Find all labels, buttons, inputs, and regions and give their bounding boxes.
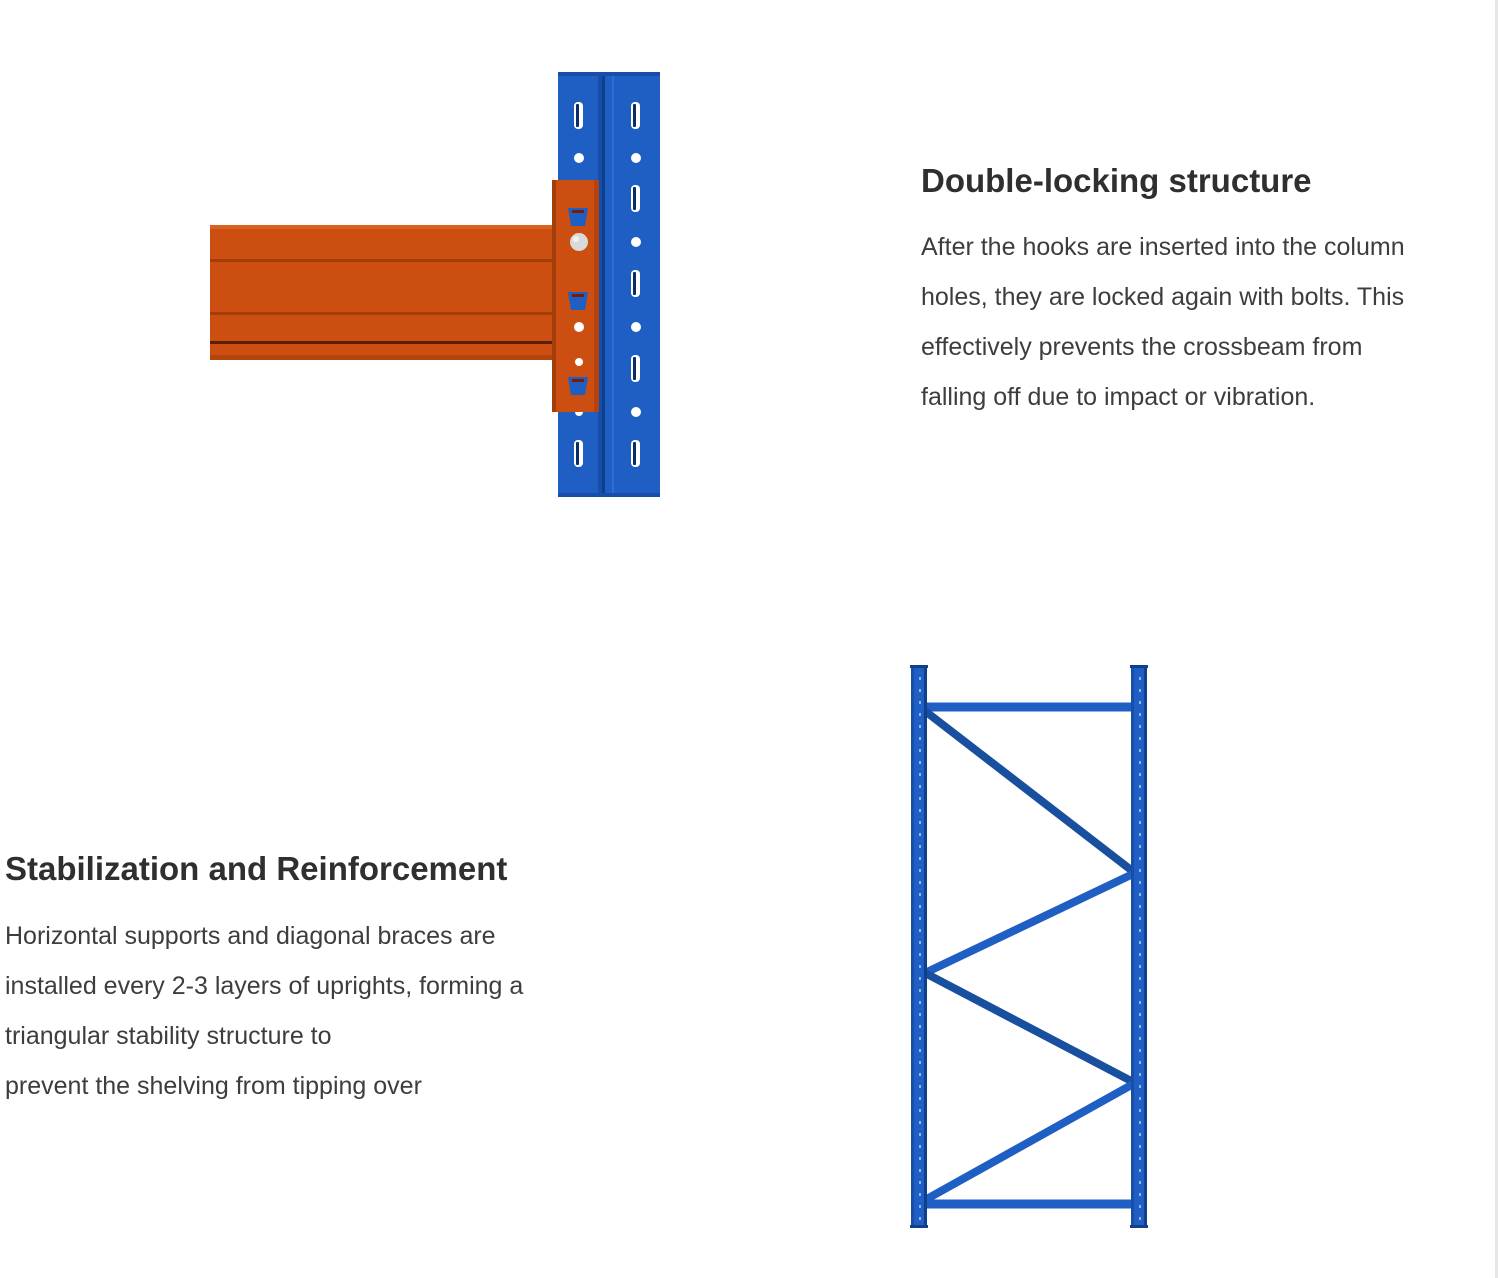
description-line: effectively prevents the crossbeam from: [921, 333, 1363, 361]
upright-hole: [919, 773, 921, 776]
upright-hole: [1139, 773, 1141, 776]
upright-hole: [919, 1109, 921, 1112]
description-line: triangular stability structure to: [5, 1022, 332, 1050]
upright-hole: [919, 953, 921, 956]
upright-hole: [1139, 893, 1141, 896]
upright-hole: [919, 1085, 921, 1088]
upright-hole: [1139, 1085, 1141, 1088]
upright-hole: [1139, 1001, 1141, 1004]
upright-hole: [919, 1181, 921, 1184]
upright-hole: [1139, 1049, 1141, 1052]
upright-hole: [1139, 713, 1141, 716]
upright-hole: [919, 713, 921, 716]
upright-hole: [919, 869, 921, 872]
upright-hole: [919, 1049, 921, 1052]
upright-hole: [919, 797, 921, 800]
upright-hole: [1139, 1037, 1141, 1040]
upright-hole: [1139, 917, 1141, 920]
upright-hole: [919, 1157, 921, 1160]
upright-hole: [919, 1037, 921, 1040]
upright-hole: [1139, 737, 1141, 740]
upright-hole: [1139, 881, 1141, 884]
upright-hole: [919, 881, 921, 884]
upright-hole: [919, 1001, 921, 1004]
feature-description: [921, 222, 1481, 422]
upright-hole: [919, 689, 921, 692]
upright-hole: [1139, 1073, 1141, 1076]
bolt: [570, 233, 588, 251]
upright-hole: [1139, 953, 1141, 956]
upright-hole: [1139, 845, 1141, 848]
upright-hole: [1139, 977, 1141, 980]
upright-hole: [919, 1073, 921, 1076]
upright-hole: [1139, 1181, 1141, 1184]
upright-hole: [919, 1205, 921, 1208]
upright-hole: [1139, 725, 1141, 728]
crossbeam: [210, 225, 555, 360]
upright-hole: [919, 833, 921, 836]
upright-hole: [919, 677, 921, 680]
upright-hole: [1139, 1145, 1141, 1148]
description-line: After the hooks are inserted into the column: [921, 233, 1405, 261]
upright-hole: [919, 725, 921, 728]
upright-hole: [1139, 785, 1141, 788]
upright-hole: [919, 749, 921, 752]
upright-hole: [919, 701, 921, 704]
upright-hole: [1139, 797, 1141, 800]
upright-hole: [919, 989, 921, 992]
upright-hole: [919, 977, 921, 980]
upright-hole: [1139, 857, 1141, 860]
upright-hole: [919, 905, 921, 908]
connector-plate: [552, 180, 599, 412]
upright-hole: [1139, 689, 1141, 692]
description-line: holes, they are locked again with bolts. This: [921, 283, 1405, 311]
upright-hole: [919, 761, 921, 764]
upright-hole: [1139, 761, 1141, 764]
upright-hole: [919, 1013, 921, 1016]
upright-hole: [1139, 677, 1141, 680]
upright-hole: [919, 1133, 921, 1136]
upright-hole: [919, 1217, 921, 1220]
upright-frame-illustration: [900, 655, 1160, 1240]
description-line: installed every 2-3 layers of uprights, forming a: [5, 972, 524, 1000]
upright-hole: [919, 1193, 921, 1196]
description-line: prevent the shelving from tipping over: [5, 1072, 422, 1100]
upright-hole: [919, 1061, 921, 1064]
upright-hole: [1139, 1205, 1141, 1208]
upright-hole: [1139, 821, 1141, 824]
upright-hole: [1139, 929, 1141, 932]
upright-hole: [1139, 1109, 1141, 1112]
upright-hole: [1139, 1133, 1141, 1136]
upright-hole: [1139, 809, 1141, 812]
upright-hole: [1139, 941, 1141, 944]
upright-hole: [919, 1145, 921, 1148]
upright-hole: [1139, 1217, 1141, 1220]
upright-hole: [919, 941, 921, 944]
upright-hole: [919, 929, 921, 932]
feature-title: Double-locking structure: [921, 162, 1312, 199]
upright-hole: [919, 1169, 921, 1172]
upright-hole: [1139, 905, 1141, 908]
description-line: Horizontal supports and diagonal braces are: [5, 922, 496, 950]
beam-connector-illustration: [200, 60, 680, 510]
upright-hole: [919, 965, 921, 968]
description-line: falling off due to impact or vibration.: [921, 383, 1316, 411]
upright-hole: [1139, 1169, 1141, 1172]
upright-hole: [1139, 1025, 1141, 1028]
upright-hole: [1139, 833, 1141, 836]
frame-braces: [925, 707, 1135, 1204]
upright-hole: [1139, 989, 1141, 992]
upright-hole: [1139, 965, 1141, 968]
upright-hole: [919, 857, 921, 860]
upright-hole: [919, 821, 921, 824]
upright-hole: [1139, 749, 1141, 752]
upright-hole: [1139, 701, 1141, 704]
upright-hole: [919, 893, 921, 896]
feature-title: Stabilization and Reinforcement: [5, 850, 508, 887]
upright-hole: [1139, 869, 1141, 872]
upright-hole: [919, 737, 921, 740]
feature-description: [5, 911, 605, 1111]
upright-hole: [919, 1121, 921, 1124]
upright-hole: [1139, 1121, 1141, 1124]
upright-hole: [1139, 1097, 1141, 1100]
upright-hole: [919, 1097, 921, 1100]
upright-hole: [919, 917, 921, 920]
upright-hole: [919, 845, 921, 848]
upright-hole: [919, 1025, 921, 1028]
upright-hole: [919, 785, 921, 788]
upright-hole: [1139, 1157, 1141, 1160]
upright-hole: [1139, 1061, 1141, 1064]
upright-hole: [1139, 1013, 1141, 1016]
upright-hole: [919, 809, 921, 812]
upright-hole: [1139, 1193, 1141, 1196]
